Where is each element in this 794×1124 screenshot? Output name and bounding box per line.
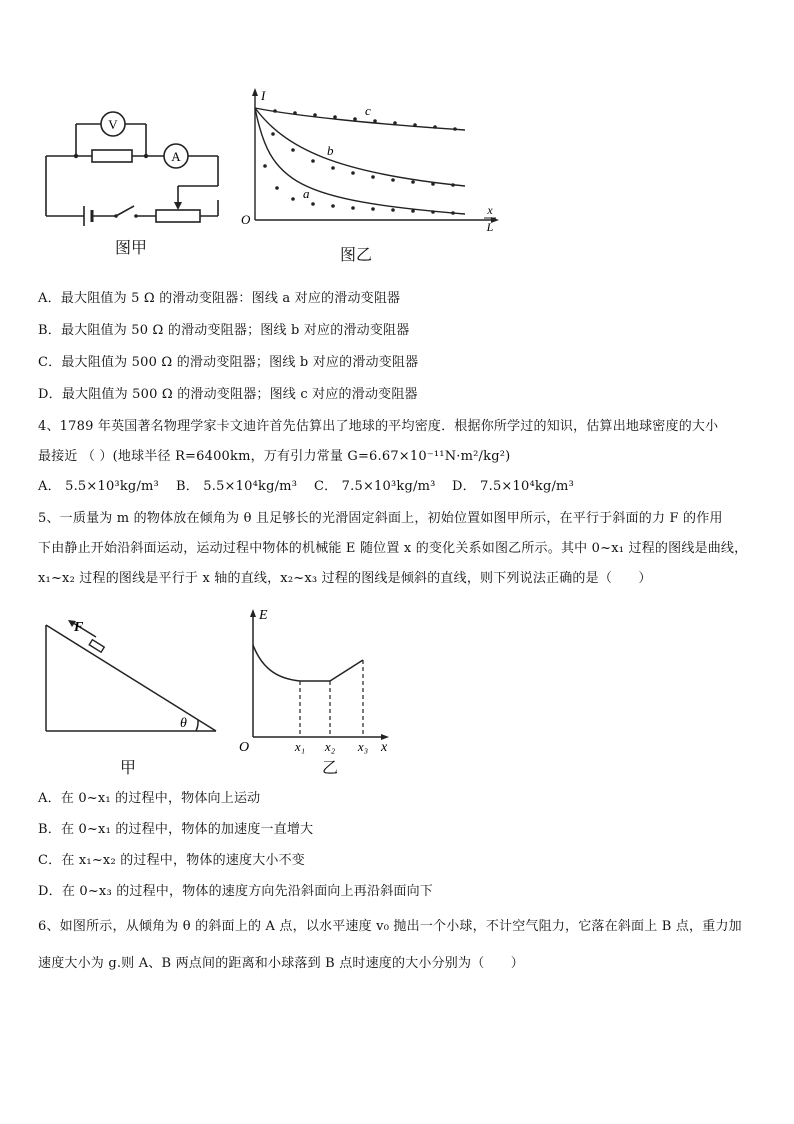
figure-caption-jia: 甲: [120, 758, 137, 777]
force-label: F: [74, 620, 84, 635]
curve-a-label: a: [303, 186, 310, 201]
q5-stem-line1: 5、一质量为 m 的物体放在倾角为 θ 且足够长的光滑固定斜面上，初始位置如图甲所示，在平行于斜面的力 F 的作用: [38, 511, 723, 526]
circuit-diagram: [40, 100, 230, 230]
angle-label: θ: [180, 716, 187, 731]
q5-option-b: B．在 0~x₁ 的过程中，物体的加速度一直增大: [38, 822, 314, 837]
q5-stem-line2: 下由静止开始沿斜面运动，运动过程中物体的机械能 E 随位置 x 的变化关系如图乙所示。其中 0~x₁ 过程的图线是曲线，: [38, 541, 748, 556]
origin-label: O: [241, 212, 251, 227]
curve-b-label: b: [327, 143, 334, 158]
curve-c-label: c: [365, 103, 371, 118]
tick-x1: x₁: [294, 739, 306, 754]
q4-option-a: A． 5.5×10³kg/m³: [38, 479, 159, 494]
q3-option-a: A．最大阻值为 5 Ω 的滑动变阻器：图线 a 对应的滑动变阻器: [38, 291, 401, 306]
voltmeter-label: V: [108, 117, 118, 132]
q3-option-d: D．最大阻值为 500 Ω 的滑动变阻器；图线 c 对应的滑动变阻器: [38, 387, 418, 402]
figure-caption-right: 图乙: [340, 245, 373, 264]
tick-x3: x₃: [357, 739, 369, 754]
q4-option-b: B． 5.5×10⁴kg/m³: [176, 479, 298, 494]
axis-x-numerator: x: [487, 203, 493, 217]
q5-stem-line3: x₁~x₂ 过程的图线是平行于 x 轴的直线，x₂~x₃ 过程的图线是倾斜的直线，则下列说法正确的是（ ）: [38, 571, 652, 586]
figure-caption-left: 图甲: [115, 238, 148, 257]
axis-x-denominator: L: [486, 220, 494, 234]
figure-caption-yi: 乙: [322, 758, 339, 777]
q5-option-c: C．在 x₁~x₂ 的过程中，物体的速度大小不变: [38, 853, 305, 868]
q5-option-d: D．在 0~x₃ 的过程中，物体的速度方向先沿斜面向上再沿斜面向下: [38, 884, 433, 899]
ammeter-label: A: [171, 149, 181, 164]
q4-option-d: D． 7.5×10⁴kg/m³: [452, 479, 574, 494]
q6-stem-line2: 速度大小为 g.则 A、B 两点间的距离和小球落到 B 点时速度的大小分别为（ ）: [38, 956, 525, 971]
energy-position-graph: [235, 605, 400, 765]
current-position-graph: [235, 88, 505, 238]
q3-option-b: B．最大阻值为 50 Ω 的滑动变阻器；图线 b 对应的滑动变阻器: [38, 323, 410, 338]
q5-option-a: A．在 0~x₁ 的过程中，物体向上运动: [38, 791, 261, 806]
origin-label-2: O: [239, 740, 250, 755]
axis-y-label: I: [261, 88, 266, 103]
axis-e-label: E: [259, 608, 268, 623]
q4-stem-line2: 最接近 （ ）(地球半径 R=6400km，万有引力常量 G=6.67×10⁻¹¹N·m²/kg²): [38, 449, 511, 464]
tick-x2: x₂: [324, 739, 336, 754]
q4-option-c: C． 7.5×10³kg/m³: [314, 479, 436, 494]
incline-diagram: [40, 615, 230, 765]
q4-stem-line1: 4、1789 年英国著名物理学家卡文迪许首先估算出了地球的平均密度．根据你所学过的知识，估算出地球密度的大小: [38, 419, 719, 434]
q3-option-c: C．最大阻值为 500 Ω 的滑动变阻器；图线 b 对应的滑动变阻器: [38, 355, 419, 370]
axis-x-label: x: [381, 740, 388, 755]
q6-stem-line1: 6、如图所示，从倾角为 θ 的斜面上的 A 点，以水平速度 v₀ 抛出一个小球，不计空气阻力，它落在斜面上 B 点，重力加: [38, 919, 742, 934]
